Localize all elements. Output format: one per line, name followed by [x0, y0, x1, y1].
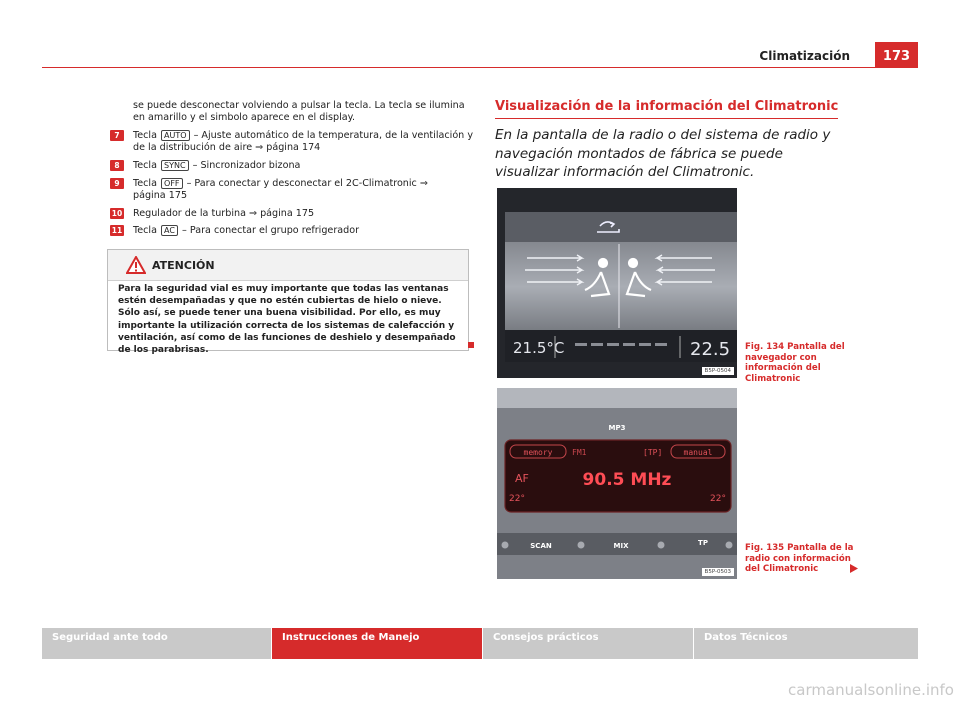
section-end-square [468, 342, 474, 348]
band-label: FM1 [572, 448, 587, 457]
temp-left: 22° [509, 494, 525, 504]
navigation-display-image [497, 188, 737, 378]
key-ac: AC [161, 225, 178, 236]
key-auto: AUTO [161, 130, 190, 141]
figure-navigation-display [497, 188, 737, 378]
item-prefix: Tecla [133, 130, 157, 141]
item-text: – Para conectar y desconectar el 2C-Climatronic ⇒ página 175 [133, 178, 428, 201]
figure-code: B5P-0504 [702, 367, 734, 375]
lead-paragraph: En la pantalla de la radio o del sistema de radio y navegación montados de fábrica se puede visualizar información del Climatronic. [495, 127, 831, 180]
continue-arrow-icon [850, 564, 858, 573]
memory-softkey: memory [523, 448, 553, 457]
tp-softkey: TP [698, 539, 708, 547]
item-prefix: Tecla [133, 178, 157, 189]
warning-triangle-icon [126, 256, 146, 274]
figure-caption: Fig. 135 Pantalla de la radio con información del Climatronic [745, 543, 854, 574]
item-number-badge: 10 [111, 209, 123, 218]
warning-box [107, 249, 469, 356]
item-number-badge: 7 [110, 130, 124, 141]
item-number-badge: 11 [111, 226, 123, 235]
warning-header [108, 250, 468, 281]
footer-tab-consejos[interactable]: Consejos prácticos [483, 628, 693, 659]
figure-radio-display [497, 388, 737, 579]
item-prefix: Tecla [133, 160, 157, 171]
warning-body: Para la seguridad vial es muy importante que todas las ventanas estén desempañadas y que no estén cubiertas de hielo o nieve. Sólo así, se puede tener una buena visibilidad. Por ello, es muy importante la utilización correcta de los sistemas de calefacción y ventilación, así como de las funciones de deshielo y desempañado de los parabrisas. [118, 284, 456, 356]
chapter-title: Climatización [759, 49, 850, 63]
temp-right: 22.5 [690, 339, 731, 360]
footer-tab-instrucciones[interactable]: Instrucciones de Manejo [272, 628, 482, 659]
intro-paragraph: se puede desconectar volviendo a pulsar la tecla. La tecla se ilumina en amarillo y el simbolo aparece en el display. [133, 100, 465, 123]
key-sync: SYNC [161, 160, 189, 171]
header-rule [42, 67, 918, 68]
item-text: – Para conectar el grupo refrigerador [178, 225, 360, 236]
manual-softkey: manual [683, 448, 713, 457]
scan-softkey: SCAN [530, 542, 552, 550]
section-rule [495, 118, 838, 119]
item-prefix: Tecla [133, 225, 157, 236]
key-off: OFF [161, 178, 183, 189]
warning-title: ATENCIÓN [152, 259, 215, 272]
temp-left: 21.5°C [513, 339, 565, 357]
figure-caption: Fig. 134 Pantalla del navegador con información del Climatronic [745, 342, 845, 384]
tp-indicator: [TP] [643, 448, 663, 457]
figure-code: B5P-0503 [702, 568, 734, 576]
page-number: 173 [875, 42, 918, 68]
footer-tab-datos[interactable]: Datos Técnicos [694, 628, 918, 659]
radio-display-image [497, 388, 737, 579]
frequency-readout: 90.5 MHz [582, 470, 672, 490]
item-text: – Ajuste automático de la temperatura, de la ventilación y de la distribución de aire ⇒ página 174 [133, 130, 473, 153]
item-number-badge: 9 [110, 178, 124, 189]
item-text: Regulador de la turbina ⇒ página 175 [133, 208, 315, 219]
temp-right: 22° [710, 494, 726, 504]
mode-label: MP3 [608, 424, 626, 432]
watermark: carmanualsonline.info [788, 681, 954, 699]
section-title: Visualización de la información del Climatronic [495, 99, 839, 114]
footer-tab-seguridad[interactable]: Seguridad ante todo [42, 628, 271, 659]
af-indicator: AF [515, 472, 529, 485]
item-text: – Sincronizador bizona [189, 160, 301, 171]
mix-softkey: MIX [613, 542, 629, 550]
item-number-badge: 8 [110, 160, 124, 171]
